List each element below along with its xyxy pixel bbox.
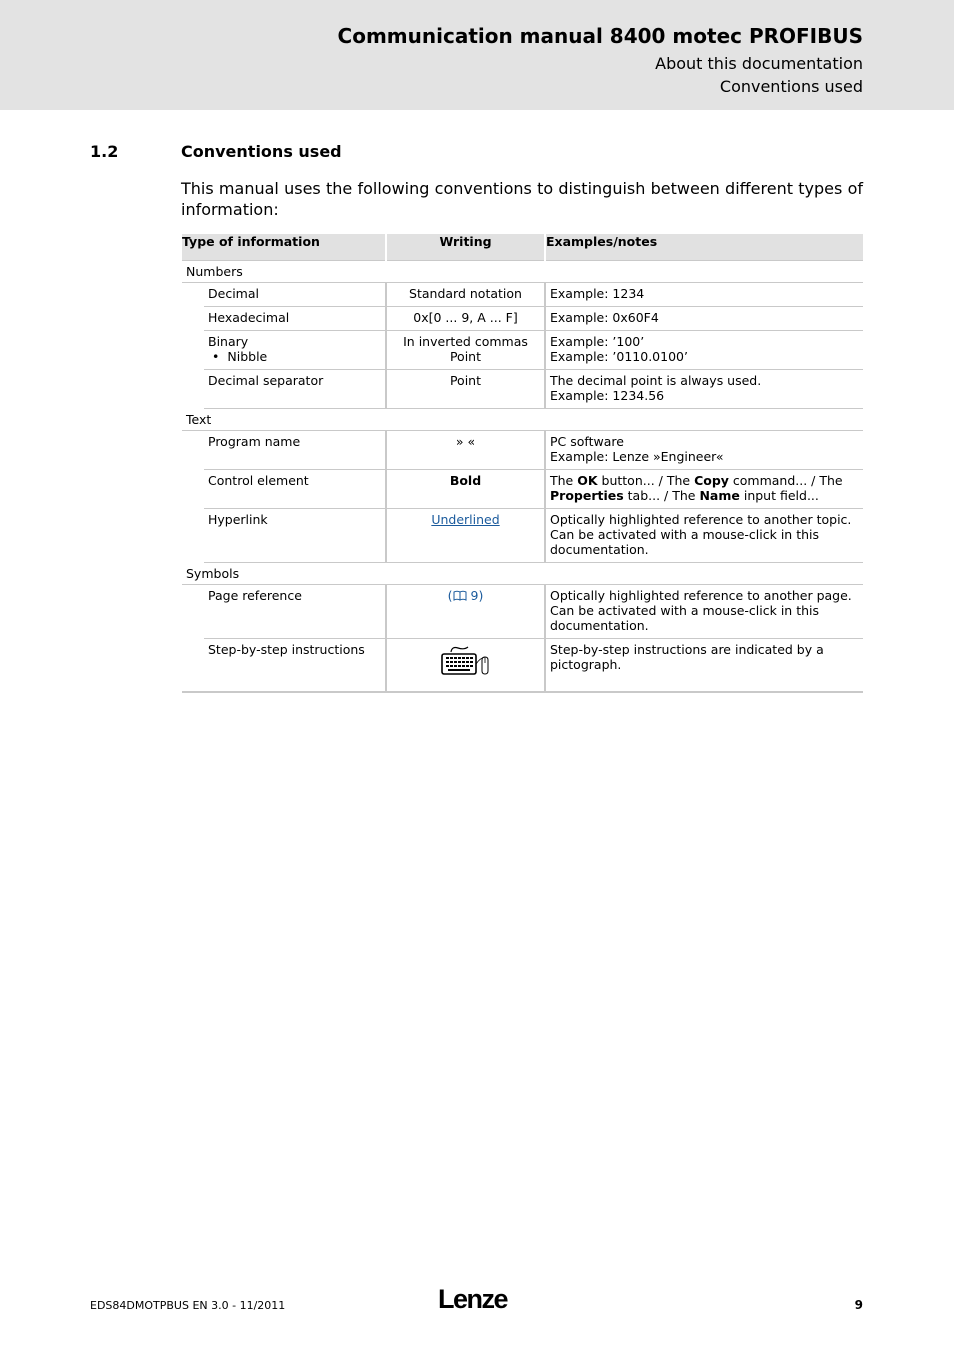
- logo-wordmark: Lenze: [438, 1286, 508, 1312]
- header-writing: Writing: [386, 234, 545, 261]
- type-cell: Hexadecimal: [204, 307, 386, 331]
- section-title: Conventions used: [181, 142, 342, 161]
- page-reference-link[interactable]: [448, 588, 484, 603]
- type-cell: Decimal separator: [204, 370, 386, 409]
- notes-cell: Step-by-step instructions are indicated by a pictograph.: [545, 639, 863, 693]
- lenze-logo: [438, 1286, 516, 1316]
- notes-cell: [545, 370, 863, 409]
- note-line: Example: ’0110.0100’: [550, 349, 688, 364]
- chapter-title: About this documentation: [655, 54, 863, 73]
- note-text: command... / The: [728, 473, 843, 488]
- table-header-row: [182, 234, 863, 261]
- type-cell: [204, 331, 386, 370]
- bold-example: Bold: [449, 473, 482, 488]
- type-cell: Decimal: [204, 283, 386, 307]
- type-cell: Hyperlink: [204, 509, 386, 563]
- group-row-numbers: [182, 261, 863, 283]
- intro-paragraph: This manual uses the following conventions to distinguish between different types of information:: [181, 179, 863, 219]
- note-line: The decimal point is always used.: [550, 373, 762, 388]
- group-label: Symbols: [182, 563, 863, 585]
- notes-cell: Example: 1234: [545, 283, 863, 307]
- page-header: [0, 0, 954, 110]
- lenze-logo-mark: [438, 1286, 516, 1312]
- note-bold: Copy: [694, 473, 729, 488]
- header-type: Type of information: [182, 234, 386, 261]
- note-line: Example: 1234.56: [550, 388, 665, 403]
- manual-title: Communication manual 8400 motec PROFIBUS: [337, 24, 863, 48]
- pageref-number: 9: [466, 588, 479, 603]
- keyboard-mouse-icon: [438, 644, 494, 678]
- notes-cell: [545, 470, 863, 509]
- document-code: EDS84DMOTPBUS EN 3.0 - 11/2011: [90, 1299, 286, 1312]
- notes-cell: Optically highlighted reference to another page. Can be activated with a mouse-click in this documentation.: [545, 585, 863, 639]
- type-cell: Step-by-step instructions: [204, 639, 386, 693]
- writing-cell: [386, 639, 545, 693]
- note-text: The: [550, 473, 578, 488]
- note-line: Example: Lenze »Engineer«: [550, 449, 724, 464]
- pageref-open: (: [447, 588, 453, 603]
- table-row: [182, 585, 863, 639]
- note-bold: Properties: [550, 488, 624, 503]
- notes-cell: [545, 431, 863, 470]
- table-row: [182, 639, 863, 693]
- table-row: [182, 307, 863, 331]
- table-row: [182, 509, 863, 563]
- note-line: PC software: [550, 434, 624, 449]
- notes-cell: Example: 0x60F4: [545, 307, 863, 331]
- writing-cell: [386, 470, 545, 509]
- writing-cell: » «: [386, 431, 545, 470]
- table-row: [182, 283, 863, 307]
- group-label: Text: [182, 409, 863, 431]
- writing-line: In inverted commas: [403, 334, 528, 349]
- table-row: [182, 370, 863, 409]
- notes-cell: [545, 331, 863, 370]
- type-cell: Page reference: [204, 585, 386, 639]
- group-row-text: [182, 409, 863, 431]
- pageref-close: ): [478, 588, 484, 603]
- table-row: [182, 470, 863, 509]
- book-icon: [453, 590, 467, 601]
- note-text: tab... / The: [623, 488, 700, 503]
- section-breadcrumb: Conventions used: [719, 77, 863, 96]
- note-bold: Name: [699, 488, 740, 503]
- header-notes: Examples/notes: [545, 234, 863, 261]
- type-cell: Program name: [204, 431, 386, 470]
- writing-cell: 0x[0 ... 9, A ... F]: [386, 307, 545, 331]
- group-row-symbols: [182, 563, 863, 585]
- group-label: Numbers: [182, 261, 863, 283]
- note-text: button... / The: [597, 473, 695, 488]
- note-text: input field...: [739, 488, 819, 503]
- writing-line: Point: [449, 349, 482, 364]
- section-number: 1.2: [90, 142, 119, 161]
- table-row: [182, 431, 863, 470]
- notes-cell: Optically highlighted reference to another topic. Can be activated with a mouse-click in this documentation.: [545, 509, 863, 563]
- conventions-table: [182, 234, 863, 693]
- hyperlink-example[interactable]: Underlined: [431, 512, 500, 527]
- type-label: Binary: [208, 334, 249, 349]
- note-line: Example: ’100’: [550, 334, 645, 349]
- type-sub-bullet: • Nibble: [208, 349, 381, 364]
- type-cell: Control element: [204, 470, 386, 509]
- writing-cell: Point: [386, 370, 545, 409]
- writing-cell: [386, 331, 545, 370]
- note-bold: OK: [577, 473, 598, 488]
- table-row: [182, 331, 863, 370]
- writing-cell: [386, 585, 545, 639]
- writing-cell: [386, 509, 545, 563]
- writing-cell: Standard notation: [386, 283, 545, 307]
- page-number: 9: [854, 1298, 863, 1312]
